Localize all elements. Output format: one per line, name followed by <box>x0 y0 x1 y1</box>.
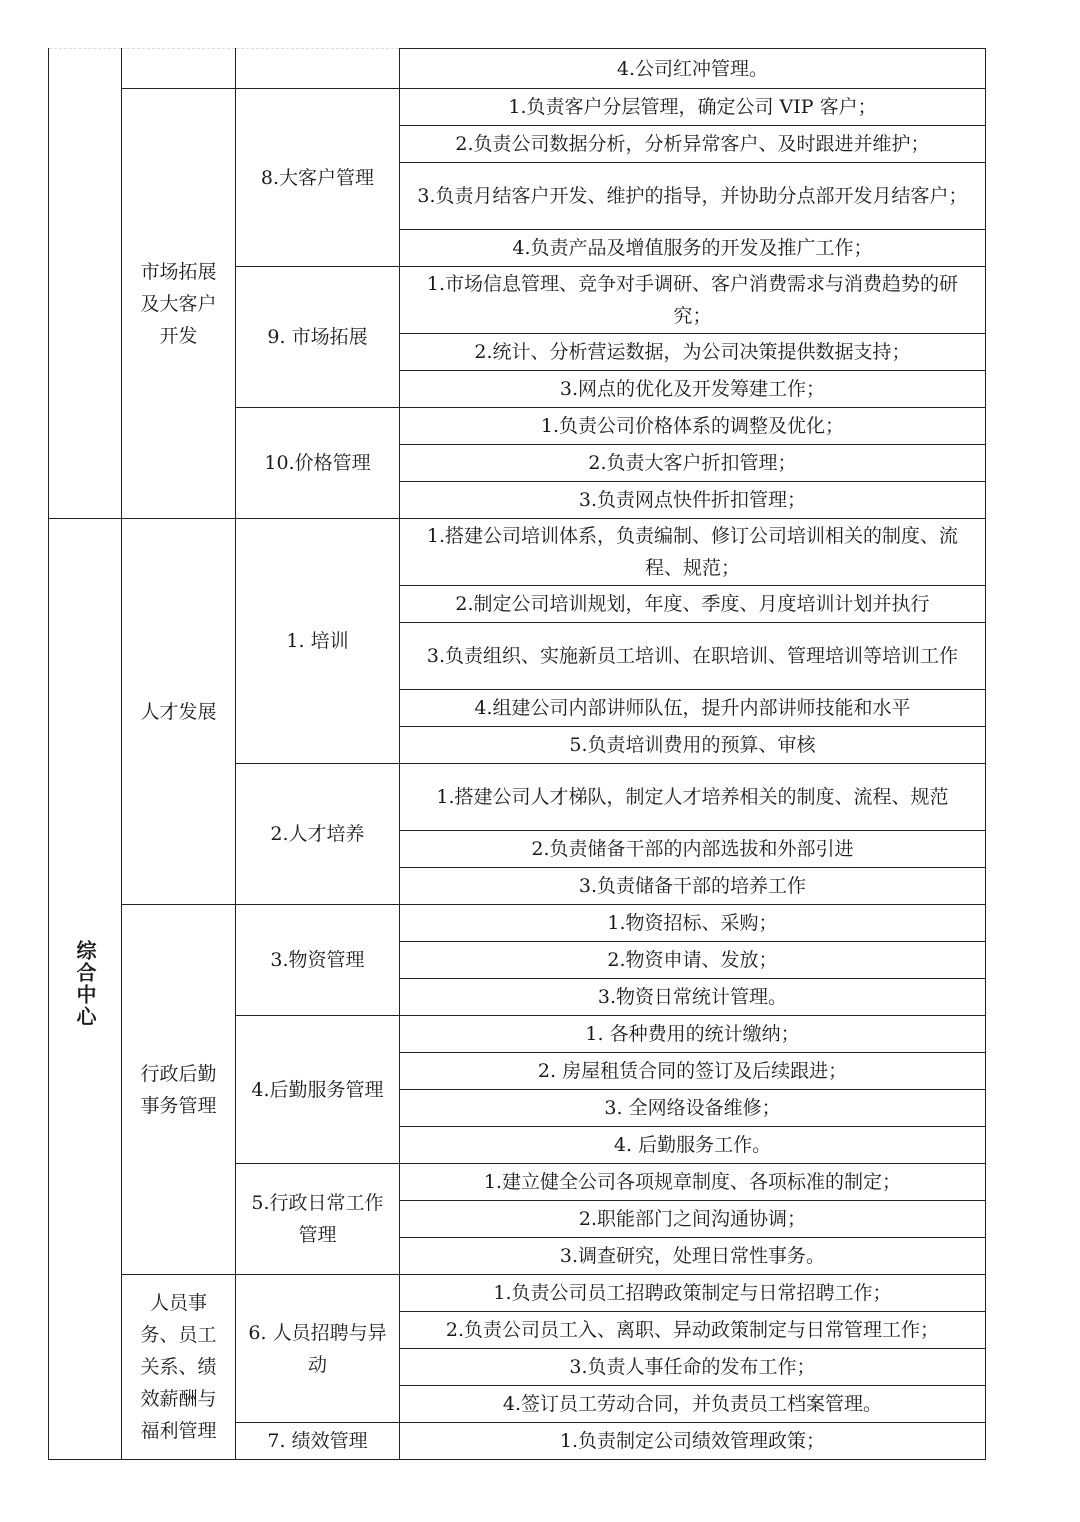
category-cell: 市场拓展及大客户开发 <box>122 89 236 519</box>
duty-cell: 1.负责制定公司绩效管理政策； <box>400 1423 986 1460</box>
responsibility-table <box>48 48 986 1460</box>
function-cell: 4.后勤服务管理 <box>236 1016 400 1164</box>
function-cell: 10.价格管理 <box>236 408 400 519</box>
duty-cell: 2.物资申请、发放； <box>400 942 986 979</box>
duty-cell: 2.负责储备干部的内部选拔和外部引进 <box>400 831 986 868</box>
table-row <box>49 1275 986 1312</box>
category-cell: 行政后勤事务管理 <box>122 905 236 1275</box>
duty-cell: 2.制定公司培训规划，年度、季度、月度培训计划并执行 <box>400 586 986 623</box>
duty-cell: 1. 各种费用的统计缴纳； <box>400 1016 986 1053</box>
function-cell: 8.大客户管理 <box>236 89 400 267</box>
duty-cell: 4.组建公司内部讲师队伍，提升内部讲师技能和水平 <box>400 690 986 727</box>
duty-cell: 3.负责组织、实施新员工培训、在职培训、管理培训等培训工作 <box>400 623 986 690</box>
function-cell: 6. 人员招聘与异动 <box>236 1275 400 1423</box>
category-cell: 人才发展 <box>122 519 236 905</box>
table-row <box>49 519 986 586</box>
table-row <box>49 89 986 126</box>
duty-cell: 1.负责公司员工招聘政策制定与日常招聘工作； <box>400 1275 986 1312</box>
category-cell: 人员事务、员工关系、绩效薪酬与福利管理 <box>122 1275 236 1460</box>
duty-cell: 3. 全网络设备维修； <box>400 1090 986 1127</box>
duty-cell: 2.负责公司员工入、离职、异动政策制定与日常管理工作； <box>400 1312 986 1349</box>
table-row <box>49 905 986 942</box>
duty-cell: 1.搭建公司人才梯队，制定人才培养相关的制度、流程、规范 <box>400 764 986 831</box>
duty-cell: 2. 房屋租赁合同的签订及后续跟进； <box>400 1053 986 1090</box>
duty-cell: 1.建立健全公司各项规章制度、各项标准的制定； <box>400 1164 986 1201</box>
duty-cell: 1.负责客户分层管理，确定公司 VIP 客户； <box>400 89 986 126</box>
category-cell-blank <box>122 49 236 89</box>
function-cell: 5.行政日常工作管理 <box>236 1164 400 1275</box>
function-cell: 7. 绩效管理 <box>236 1423 400 1460</box>
duty-cell: 1.负责公司价格体系的调整及优化； <box>400 408 986 445</box>
function-cell-blank <box>236 49 400 89</box>
duty-cell: 3.负责人事任命的发布工作； <box>400 1349 986 1386</box>
duty-cell: 3.负责网点快件折扣管理； <box>400 482 986 519</box>
function-cell: 2.人才培养 <box>236 764 400 905</box>
function-cell: 3.物资管理 <box>236 905 400 1016</box>
duty-cell: 2.负责大客户折扣管理； <box>400 445 986 482</box>
department-cell-blank <box>49 49 122 519</box>
department-label: 综合中心 <box>73 940 97 1028</box>
duty-cell: 1.市场信息管理、竞争对手调研、客户消费需求与消费趋势的研究； <box>400 267 986 334</box>
duty-cell: 2.职能部门之间沟通协调； <box>400 1201 986 1238</box>
function-cell: 1. 培训 <box>236 519 400 764</box>
duty-cell: 2.统计、分析营运数据，为公司决策提供数据支持； <box>400 334 986 371</box>
function-cell: 9. 市场拓展 <box>236 267 400 408</box>
duty-cell: 5.负责培训费用的预算、审核 <box>400 727 986 764</box>
duty-cell: 4. 后勤服务工作。 <box>400 1127 986 1164</box>
table-row <box>49 49 986 89</box>
duty-cell: 3.负责月结客户开发、维护的指导，并协助分点部开发月结客户； <box>400 163 986 230</box>
duty-cell: 3.物资日常统计管理。 <box>400 979 986 1016</box>
duty-cell: 4.公司红冲管理。 <box>400 49 986 89</box>
duty-cell: 4.签订员工劳动合同，并负责员工档案管理。 <box>400 1386 986 1423</box>
duty-cell: 2.负责公司数据分析，分析异常客户、及时跟进并维护； <box>400 126 986 163</box>
duty-cell: 3.负责储备干部的培养工作 <box>400 868 986 905</box>
duty-cell: 1.搭建公司培训体系，负责编制、修订公司培训相关的制度、流程、规范； <box>400 519 986 586</box>
department-cell <box>49 519 122 1460</box>
duty-cell: 1.物资招标、采购； <box>400 905 986 942</box>
duty-cell: 4.负责产品及增值服务的开发及推广工作； <box>400 230 986 267</box>
duty-cell: 3.网点的优化及开发筹建工作； <box>400 371 986 408</box>
duty-cell: 3.调查研究，处理日常性事务。 <box>400 1238 986 1275</box>
